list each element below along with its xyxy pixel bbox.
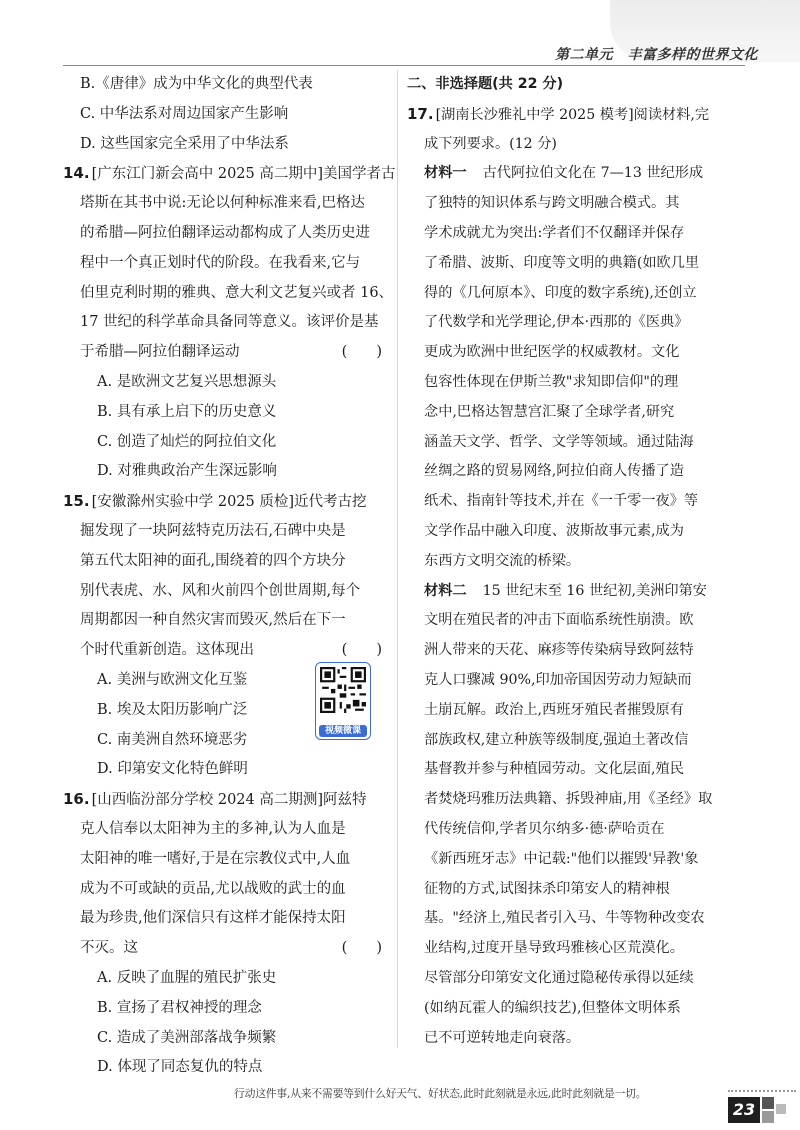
- material2-line: 文明在殖民者的冲击下面临系统性崩溃。欧: [424, 612, 694, 629]
- page-decoration: [762, 1097, 774, 1109]
- material2-line: 土崩瓦解。政治上,西班牙殖民者摧毁原有: [424, 701, 684, 718]
- q15-line-6: 个时代重新创造。这体现出 ( ): [63, 636, 388, 666]
- q16-option-c: C. 造成了美洲部落战争频繁: [97, 1029, 277, 1046]
- material1-line: 涵盖天文学、哲学、文学等领域。通过陆海: [424, 433, 694, 450]
- header-divider: [63, 65, 745, 66]
- material1-line-1: 材料一 古代阿拉伯文化在 7—13 世纪形成: [424, 165, 704, 182]
- q16-line-4: 成为不可或缺的贡品,尤以战败的武士的血: [80, 880, 346, 897]
- material1-line: 了希腊、波斯、印度等文明的典籍(如欧几里: [424, 254, 700, 271]
- q13-option-d: D. 这些国家完全采用了中华法系: [80, 135, 289, 152]
- left-column: [63, 70, 396, 1083]
- q16-option-d: D. 体现了同态复仇的特点: [97, 1059, 263, 1076]
- q14-number: 14.: [63, 164, 90, 183]
- q14-line-2: 塔斯在其书中说:无论以何种标准来看,巴格达: [80, 195, 365, 212]
- q14-line-4: 程中一个真正划时代的阶段。在我看来,它与: [80, 254, 361, 271]
- material1-line: 丝绸之路的贸易网络,阿拉伯商人传播了造: [424, 463, 684, 480]
- material2-line: 代传统信仰,学者贝尔纳多·德·萨哈贡在: [424, 820, 665, 837]
- material1-line: 纸术、指南针等技术,并在《一千零一夜》等: [424, 493, 699, 510]
- material2-line: 部族政权,建立种族等级制度,强迫土著改信: [424, 731, 689, 748]
- q15-option-c: C. 南美洲自然环境恶劣: [97, 731, 248, 748]
- material2-line: 者焚烧玛雅历法典籍、拆毁神庙,用《圣经》取: [424, 791, 713, 808]
- q16-line-2: 克人信奉以太阳神为主的多神,认为人血是: [80, 820, 346, 837]
- material2-line-1: 材料二 15 世纪末至 16 世纪初,美洲印第安: [424, 582, 707, 599]
- q15-answer-bracket: ( ): [341, 642, 382, 659]
- unit-title: 第二单元 丰富多样的世界文化: [555, 47, 758, 63]
- material2-label: 材料二: [424, 582, 467, 599]
- q16-line-1: 16. [山西临汾部分学校 2024 高二期测]阿兹特: [63, 790, 367, 809]
- q14-line-7: 于希腊—阿拉伯翻译运动 ( ): [63, 338, 388, 368]
- q16-line-3: 太阳神的唯一嗜好,于是在宗教仪式中,人血: [80, 850, 351, 867]
- page-decoration: [776, 1104, 786, 1114]
- q13-option-b: B.《唐律》成为中华文化的典型代表: [80, 76, 313, 92]
- q14-line-6: 17 世纪的科学革命具备同等意义。该评价是基: [80, 314, 379, 331]
- q16-option-a: A. 反映了血腥的殖民扩张史: [97, 969, 277, 986]
- footer-motto: 行动这件事,从来不需要等到什么好天气、好状态,此时此刻就是永远,此时此刻就是一切。: [234, 1087, 647, 1100]
- q14-line-1: 14. [广东江门新会高中 2025 高二期中]美国学者古: [63, 164, 396, 183]
- q14-answer-bracket: ( ): [341, 344, 382, 361]
- material2-line: 《新西班牙志》中记载:"他们以摧毁'异教'象: [424, 850, 699, 867]
- q15-option-d: D. 印第安文化特色鲜明: [97, 761, 248, 778]
- material1-label: 材料一: [424, 165, 467, 182]
- q17-line-2: 成下列要求。(12 分): [424, 135, 557, 152]
- q15-option-a: A. 美洲与欧洲文化互鉴: [97, 671, 248, 688]
- video-lesson-qr[interactable]: [315, 662, 371, 740]
- q16-number: 16.: [63, 790, 90, 809]
- material2-line: 克人口骤减 90%,印加帝国因劳动力短缺而: [424, 671, 692, 688]
- q16-answer-bracket: ( ): [341, 940, 382, 957]
- section-title: 二、非选择题(共 22 分): [407, 76, 564, 92]
- material1-line: 包容性体现在伊斯兰教"求知即信仰"的理: [424, 373, 679, 390]
- q14-line-5: 伯里克利时期的雅典、意大利文艺复兴或者 16、: [80, 284, 394, 301]
- q15-line-2: 掘发现了一块阿兹特克历法石,石碑中央是: [80, 522, 346, 539]
- q17-number: 17.: [407, 104, 434, 123]
- material1-line: 东西方文明交流的桥梁。: [424, 552, 581, 569]
- q15-number: 15.: [63, 492, 90, 511]
- material2-line: 已不可逆转地走向衰落。: [424, 1029, 581, 1046]
- q14-option-a: A. 是欧洲文艺复兴思想源头: [97, 373, 277, 390]
- q13-option-c: C. 中华法系对周边国家产生影响: [80, 105, 289, 122]
- material2-line: 洲人带来的天花、麻疹等传染病导致阿兹特: [424, 642, 694, 659]
- q14-option-d: D. 对雅典政治产生深远影响: [97, 463, 277, 480]
- q14-line-3: 的希腊—阿拉伯翻译运动都构成了人类历史进: [80, 224, 370, 241]
- q15-line-5: 周期都因一种自然灾害而毁灭,然后在下一: [80, 612, 346, 629]
- q17-line-1: 17. [湖南长沙雅礼中学 2025 模考]阅读材料,完: [407, 104, 710, 123]
- right-column: [407, 70, 737, 1053]
- q16-option-b: B. 宣扬了君权神授的理念: [97, 999, 262, 1016]
- q15-line-1: 15. [安徽滁州实验中学 2025 质检]近代考古挖: [63, 492, 367, 511]
- page-number: 23: [728, 1097, 760, 1123]
- material1-line: 了独特的知识体系与跨文明融合模式。其: [424, 195, 680, 212]
- material2-line: (如纳瓦霍人的编织技艺),但整体文明体系: [424, 999, 681, 1016]
- material1-line: 了代数学和光学理论,伊本·西那的《医典》: [424, 314, 689, 331]
- q16-line-5: 最为珍贵,他们深信只有这样才能保持太阳: [80, 910, 346, 927]
- q15-option-b: B. 埃及太阳历影响广泛: [97, 701, 248, 718]
- q15-line-3: 第五代太阳神的面孔,围绕着的四个方块分: [80, 552, 346, 569]
- q14-option-b: B. 具有承上启下的历史意义: [97, 403, 277, 420]
- qr-code-icon: [320, 667, 366, 713]
- material2-line: 征物的方式,试图抹杀印第安人的精神根: [424, 880, 670, 897]
- material2-line: 尽管部分印第安文化通过隐秘传承得以延续: [424, 969, 694, 986]
- material2-line: 业结构,过度开垦导致玛雅核心区荒漠化。: [424, 940, 684, 957]
- video-lesson-label: 视频微课: [319, 725, 367, 737]
- material1-line: 学术成就尤为突出:学者们不仅翻译并保存: [424, 224, 685, 241]
- material1-line: 更成为欧洲中世纪医学的权威教材。文化: [424, 344, 680, 361]
- material1-line: 念中,巴格达智慧宫汇聚了全球学者,研究: [424, 403, 675, 420]
- material1-line: 文学作品中融入印度、波斯故事元素,成为: [424, 522, 684, 539]
- q15-line-4: 别代表虎、水、风和火前四个创世周期,每个: [80, 582, 361, 599]
- footer-dotted-rule: [728, 1090, 796, 1092]
- q14-option-c: C. 创造了灿烂的阿拉伯文化: [97, 433, 277, 450]
- material1-line: 得的《几何原本》、印度的数字系统),还创立: [424, 284, 697, 301]
- material2-line: 基督教并参与种植园劳动。文化层面,殖民: [424, 761, 684, 778]
- column-divider: [397, 70, 398, 1048]
- q16-line-6: 不灭。这 ( ): [63, 934, 388, 964]
- material2-line: 基。"经济上,殖民者引入马、牛等物种改变农: [424, 910, 705, 927]
- page-decoration: [762, 1111, 774, 1123]
